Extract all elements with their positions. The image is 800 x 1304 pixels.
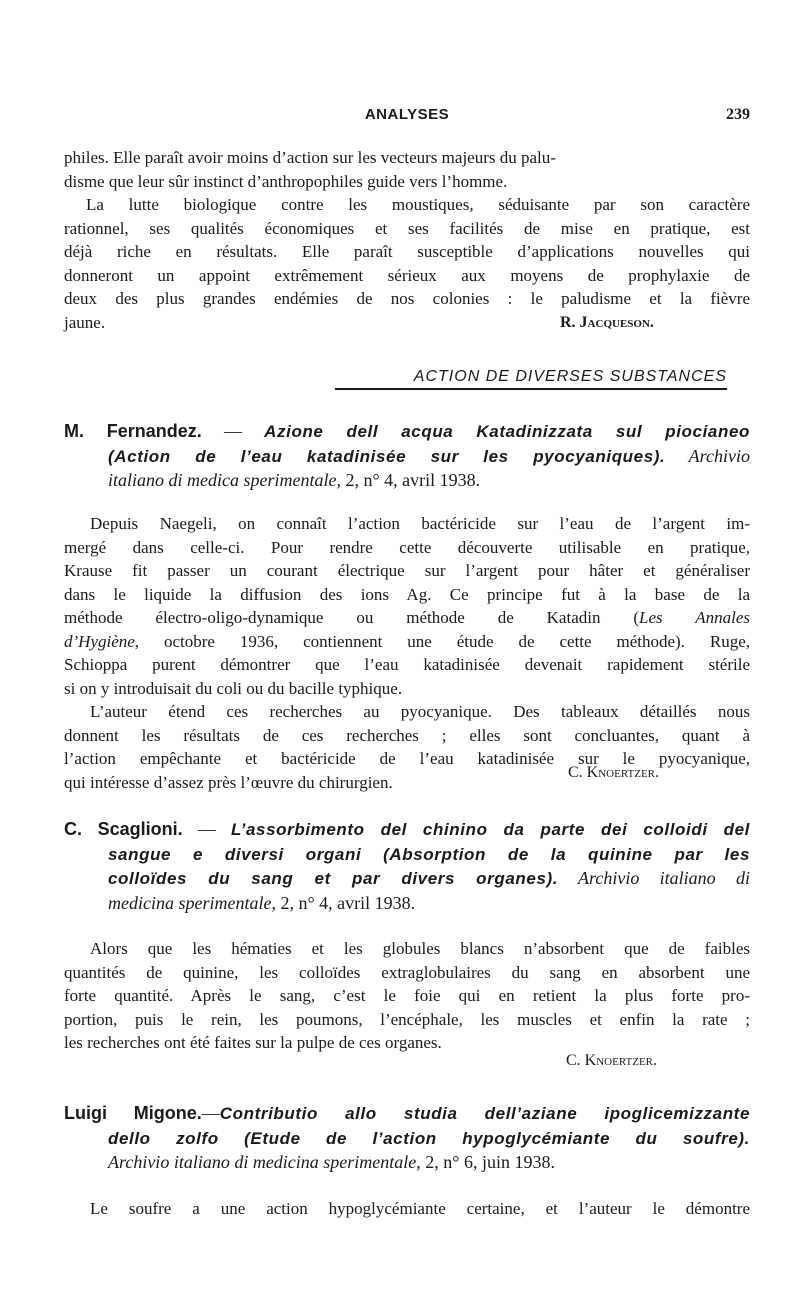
text-line: les recherches ont été faites sur la pulpe de ces organes. [64,1033,442,1052]
entry-title: Azione dell acqua Katadinizzata sul piocianeo [264,422,750,441]
entry-title: colloïdes du sang et par divers organes). [108,869,559,888]
entry-dash: — [182,819,231,839]
text-line: l’action empêchante et bactéricide de l’eau katadinisée sur le pyocyanique, [64,749,750,768]
text-line: Le soufre a une action hypoglycémiante certaine, et l’auteur le démontre [90,1199,750,1218]
bibliographic-entry [64,817,750,915]
text-line: qui intéresse d’assez près l’œuvre du chirurgien. [64,772,393,792]
bibliographic-entry [64,1101,750,1175]
signature: C. Knoertzer. [566,1052,658,1069]
entry-dash: — [201,421,265,441]
text-line: Depuis Naegeli, on connaît l’action bactéricide sur l’eau de l’argent im- [90,514,750,533]
entry-journal: Archivio italiano di medicina sperimentale, [108,1152,421,1172]
text-line: philes. Elle paraît avoir moins d’action sur les vecteurs majeurs du palu- [64,148,556,167]
running-title: ANALYSES [364,106,450,123]
continuation-paragraph [64,146,750,334]
entry-journal: Archivio [665,445,750,466]
signature: R. Jacqueson. [560,314,654,331]
text-line: quantités de quinine, les colloïdes extraglobulaires du sang en absorbent une [64,962,750,982]
entry-title: dello zolfo (Etude de l’action hypoglycémiante du soufre). [108,1128,750,1148]
entry-title: (Action de l’eau katadinisée sur les pyocyaniques). [108,446,666,466]
text-line: donneront un appoint extrêmement sérieux aux moyens de prophylaxie de [64,265,750,285]
text-line: mergé dans celle-ci. Pour rendre cette découverte utilisable en pratique, [64,537,750,557]
entry-author: C. Scaglioni. [64,819,183,839]
entry-author: Luigi Migone. [64,1103,202,1123]
entry-citation: 2, n° 4, avril 1938. [275,892,416,913]
entry-body [64,937,750,1055]
entry-citation: 2, n° 6, juin 1938. [420,1152,555,1172]
entry-title: L’assorbimento del chinino da parte dei colloidi del [230,820,750,839]
entry-journal: italiano di medica sperimentale, [108,470,341,490]
text-segment: octobre 1936, contiennent une étude de cette méthode). Ruge, [139,631,750,651]
entry-body [64,512,750,794]
entry-body [64,1197,750,1221]
italic-reference: d’Hygiène, [64,631,140,651]
text-line: déjà riche en résultats. Elle paraît susceptible d’applications nouvelles qui [64,242,750,261]
text-line: portion, puis le rein, les poumons, l’encéphale, les muscles et enfin la rate ; [64,1009,750,1029]
entry-title: Contributio allo studia dell’aziane ipoglicemizzante [219,1104,750,1123]
text-line: forte quantité. Après le sang, c’est le foie qui en retient la plus forte pro- [64,986,750,1005]
text-line: disme que leur sûr instinct d’anthropophiles guide vers l’homme. [64,171,508,191]
text-line: si on y introduisait du coli ou du bacille typhique. [64,678,403,698]
entry-citation: 2, n° 4, avril 1938. [340,470,481,490]
entry-journal: medicina sperimentale, [108,892,276,913]
text-line: Alors que les hématies et les globules blancs n’absorbent que de faibles [90,939,750,958]
text-segment: méthode électro-oligo-dynamique ou méthode de Katadin ( [64,608,640,627]
text-line: jaune. [64,312,106,332]
entry-author: M. Fernandez. [64,421,202,441]
text-line [64,606,750,630]
text-line: dans le liquide la diffusion des ions Ag. Ce principe fut à la base de la [64,584,750,604]
entry-journal: Archivio italiano di [558,868,750,888]
text-line: donnent les résultats de ces recherches ; elles sont concluantes, quant à [64,725,750,745]
page-number: 239 [726,106,750,123]
entry-dash: — [201,1103,220,1123]
text-line: Krause fit passer un courant électrique sur l’argent pour hâter et généraliser [64,561,750,580]
text-line [64,630,750,654]
text-line: La lutte biologique contre les moustiques, séduisante par son caractère [86,195,750,214]
bibliographic-entry [64,419,750,493]
text-line: deux des plus grandes endémies de nos colonies : le paludisme et la fièvre [64,289,750,308]
section-heading: ACTION DE DIVERSES SUBSTANCES [335,368,727,390]
italic-reference: Les Annales [639,608,750,627]
text-line: rationnel, ses qualités économiques et ses facilités de mise en pratique, est [64,218,750,238]
text-line: L’auteur étend ces recherches au pyocyanique. Des tableaux détaillés nous [90,702,750,721]
running-head [64,102,750,128]
signature: C. Knoertzer. [568,764,660,781]
entry-title: sangue e diversi organi (Absorption de la quinine par les [108,844,750,864]
text-line: Schioppa purent démontrer que l’eau katadinisée devenait rapidement stérile [64,655,750,674]
